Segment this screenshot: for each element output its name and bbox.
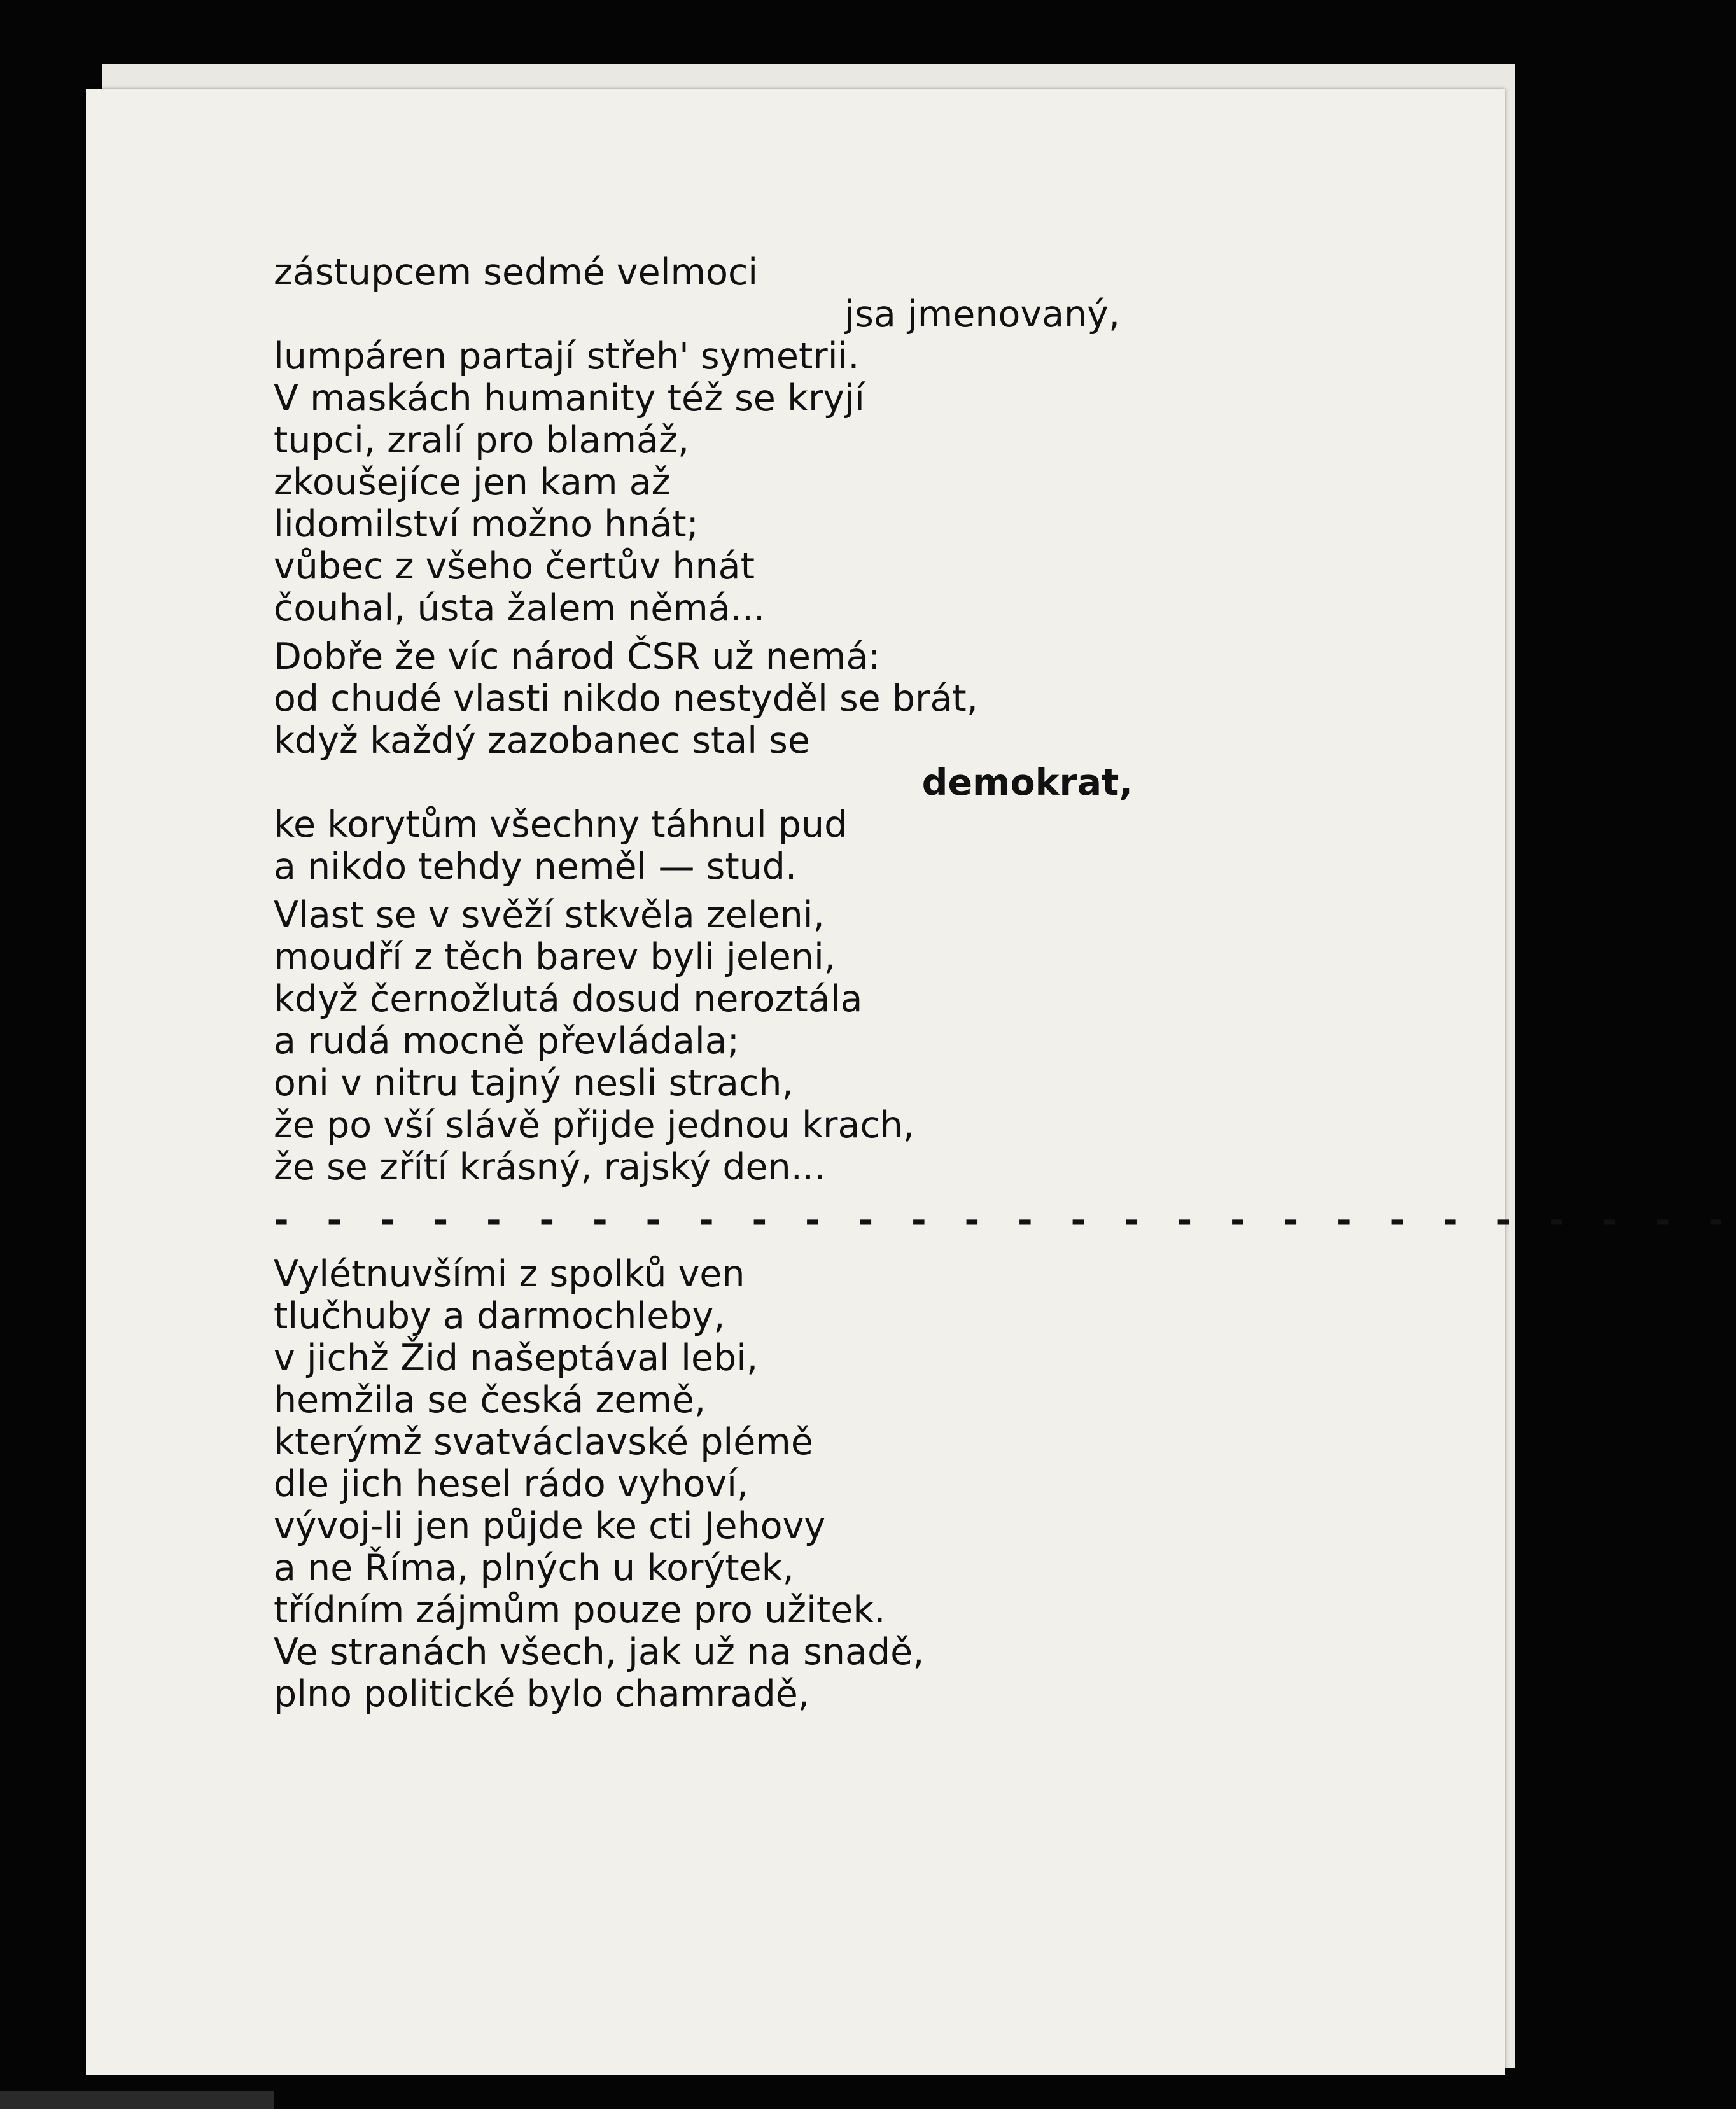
poem-line: v jichž Žid našeptával lebi, [274, 1337, 759, 1379]
poem-line: Vlast se v svěží stkvěla zeleni, [274, 894, 825, 936]
poem-line: lumpáren partají střeh' symetrii. [274, 335, 860, 377]
stanza-3 [274, 894, 1139, 1188]
poem-line: a nikdo tehdy neměl — stud. [274, 846, 797, 888]
poem-line: kterýmž svatváclavské plémě [274, 1421, 813, 1463]
poem-line: tupci, zralí pro blamáž, [274, 419, 689, 461]
poem-line: V maskách humanity též se kryjí [274, 377, 865, 419]
poem-line: vůbec z všeho čertův hnát [274, 545, 755, 587]
poem-text [274, 251, 1736, 1715]
poem-line: že po vší slávě přijde jednou krach, [274, 1104, 914, 1146]
poem-line: čouhal, ústa žalem němá... [274, 587, 766, 629]
poem-line: jsa jmenovaný, [844, 293, 1120, 335]
poem-line: zástupcem sedmé velmoci [274, 251, 759, 293]
poem-line: tlučhuby a darmochleby, [274, 1295, 725, 1337]
poem-line: hemžila se česká země, [274, 1379, 706, 1421]
poem-line: a ne Říma, plných u korýtek, [274, 1547, 794, 1589]
poem-line: dle jich hesel rádo vyhoví, [274, 1463, 749, 1505]
poem-line: ke korytům všechny táhnul pud [274, 804, 848, 846]
poem-line: moudří z těch barev byli jeleni, [274, 936, 836, 978]
poem-line: Vylétnuvšími z spolků ven [274, 1253, 745, 1295]
dashed-separator: - - - - - - - - - - - - - - - - - - - - - - - - - - - - [274, 1200, 1736, 1242]
poem-line: od chudé vlasti nikdo nestyděl se brát, [274, 678, 978, 720]
poem-line: když černožlutá dosud neroztála [274, 978, 863, 1020]
poem-line: třídním zájmům pouze pro užitek. [274, 1589, 886, 1631]
stanza-1 [274, 251, 1139, 629]
poem-line: vývoj-li jen půjde ke cti Jehovy [274, 1505, 826, 1547]
poem-line: Ve stranách všech, jak už na snadě, [274, 1631, 925, 1673]
poem-line: když každý zazobanec stal se [274, 720, 810, 762]
poem-line: zkoušejíce jen kam až [274, 461, 671, 503]
scan-edge-mark [0, 2091, 274, 2109]
stanza-2 [274, 636, 1139, 888]
poem-line: plno politické bylo chamradě, [274, 1673, 809, 1715]
poem-line: Dobře že víc národ ČSR už nemá: [274, 636, 881, 678]
poem-line: lidomilství možno hnát; [274, 503, 699, 545]
poem-line: demokrat, [921, 762, 1133, 804]
poem-line: že se zřítí krásný, rajský den... [274, 1146, 826, 1188]
poem-line: a rudá mocně převládala; [274, 1020, 739, 1062]
stanza-4 [274, 1253, 1139, 1715]
poem-line: oni v nitru tajný nesli strach, [274, 1062, 794, 1104]
